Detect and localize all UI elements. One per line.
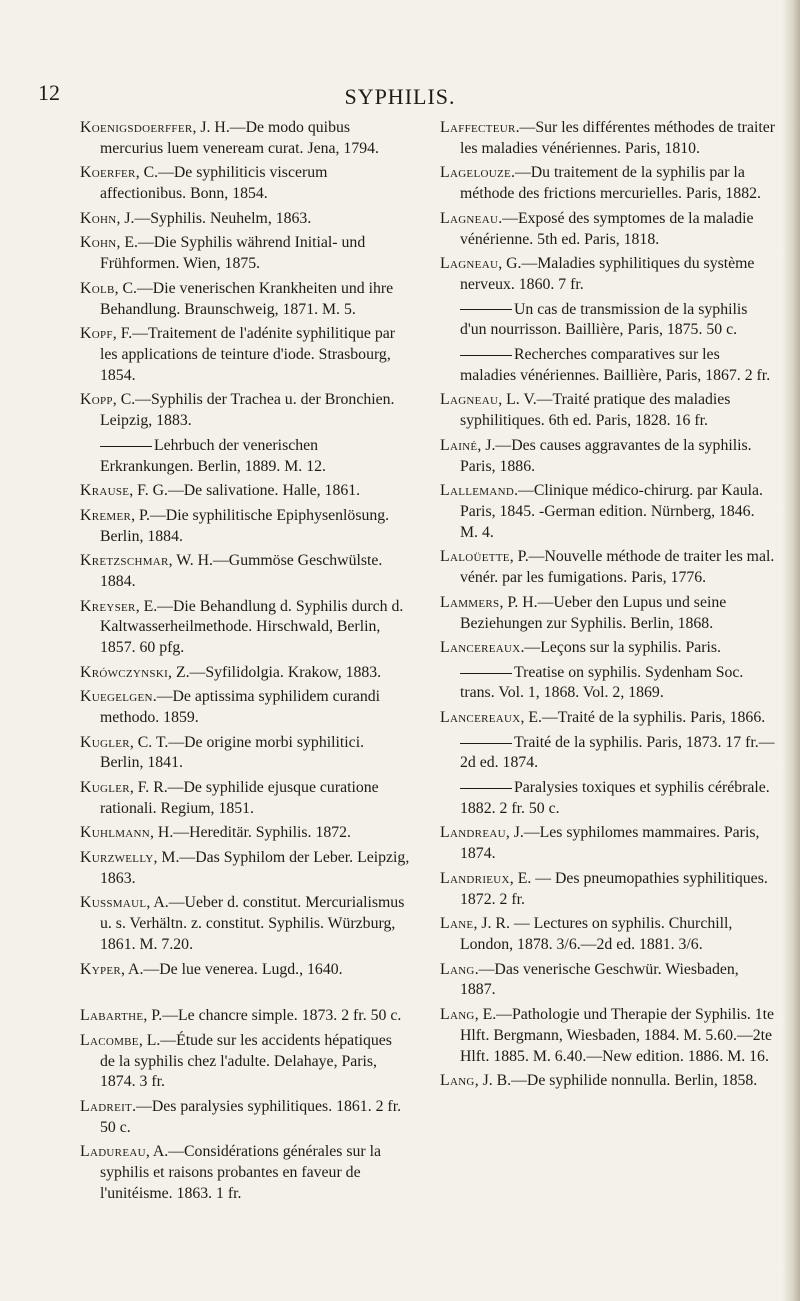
bibliography-entry xyxy=(80,823,410,844)
bibliography-entry xyxy=(80,551,410,593)
entry-text: , P.—Le chancre simple. 1873. 2 fr. 50 c. xyxy=(143,1007,402,1025)
entry-author: Lang xyxy=(440,1006,475,1024)
entry-text: .—Das venerische Geschwür. Wiesbaden, 1887. xyxy=(460,960,739,999)
entry-author: Kurzwelly xyxy=(80,849,154,867)
bibliography-entry xyxy=(80,597,410,659)
entry-text: , F. R.—De syphilide ejusque curatione rationali. Regium, 1851. xyxy=(100,779,379,817)
entry-author: Kolb xyxy=(80,279,115,297)
entry-text: .—Leçons sur la syphilis. Paris. xyxy=(520,639,721,657)
entry-author: Landreau xyxy=(440,824,506,842)
entry-text: , G.—Maladies syphilitiques du système nerveux. 1860. 7 fr. xyxy=(460,255,755,293)
bibliography-entry xyxy=(80,324,410,386)
entry-author: Kussmaul xyxy=(80,894,147,912)
entry-text: Treatise on syphilis. Sydenham Soc. trans. Vol. 1, 1868. Vol. 2, 1869. xyxy=(460,663,744,702)
running-head: SYPHILIS. xyxy=(344,84,456,109)
entry-text: .—Du traitement de la syphilis par la méthode des frictions mercurielles. Paris, 1882. xyxy=(460,164,761,203)
ditto-dash xyxy=(460,673,512,674)
entry-text: , J.—Syphilis. Neuhelm, 1863. xyxy=(116,209,312,227)
entry-author: Lancereaux xyxy=(440,639,521,657)
entry-text: , F.—Traitement de l'adénite syphilitique par les applications de teinture d'iode. Strasbourg, 1854. xyxy=(100,325,396,384)
entry-text: , E.—Traité de la syphilis. Paris, 1866. xyxy=(520,709,766,727)
ditto-dash xyxy=(100,446,152,447)
entry-author: Lacombe xyxy=(80,1031,139,1049)
bibliography-entry xyxy=(440,345,776,387)
entry-author: Koerfer xyxy=(80,164,136,182)
bibliography-entry xyxy=(80,1031,410,1093)
entry-text: , A.—Ueber d. constitut. Mercurialismus u. s. Verhältn. z. constitut. Syphilis. Würzburg, 1861. M. 7.20. xyxy=(100,894,405,954)
bibliography-entry xyxy=(80,848,410,890)
entry-text: , J. H.—De modo quibus mercurius luem veneream curat. Jena, 1794. xyxy=(100,119,379,157)
bibliography-entry xyxy=(80,893,410,955)
bibliography-entry xyxy=(80,163,410,205)
bibliography-entry xyxy=(80,733,410,775)
page-edge-shadow xyxy=(782,0,800,1301)
entry-text: , L.—Étude sur les accidents hépatiques de la syphilis chez l'adulte. Delahaye, Paris, 1874. 3 fr. xyxy=(100,1031,392,1091)
entry-text: .—Exposé des symptomes de la maladie vénérienne. 5th ed. Paris, 1818. xyxy=(460,209,754,248)
entry-text: Recherches comparatives sur les maladies vénériennes. Baillière, Paris, 1867. 2 fr. xyxy=(460,345,771,384)
entry-text: , P.—Die syphilitische Epiphysenlösung. Berlin, 1884. xyxy=(100,506,390,545)
entry-text: Traité de la syphilis. Paris, 1873. 17 fr.—2d ed. 1874. xyxy=(460,733,775,772)
bibliography-entry xyxy=(440,778,776,820)
bibliography-entry xyxy=(440,390,776,432)
entry-text: , J.—Des causes aggravantes de la syphilis. Paris, 1886. xyxy=(460,436,752,475)
bibliography-entry xyxy=(80,209,410,230)
bibliography-entry xyxy=(440,209,776,251)
entry-text: , C.—De syphiliticis viscerum affectionibus. Bonn, 1854. xyxy=(100,164,328,203)
entry-text: , F. G.—De salivatione. Halle, 1861. xyxy=(129,482,361,500)
bibliography-entry xyxy=(80,1142,410,1204)
entry-text: .—De aptissima syphilidem curandi methodo. 1859. xyxy=(100,688,381,727)
bibliography-entry xyxy=(440,663,776,705)
bibliography-entry xyxy=(80,960,410,981)
entry-text: , J. B.—De syphilide nonnulla. Berlin, 1858. xyxy=(474,1072,758,1090)
entry-text: .—Sur les différentes méthodes de traiter les maladies vénériennes. Paris, 1810. xyxy=(460,119,776,157)
entry-author: Kohn xyxy=(80,209,117,227)
entry-author: Lang xyxy=(440,1072,475,1090)
bibliography-entry xyxy=(440,733,776,775)
bibliography-entry xyxy=(440,254,776,296)
entry-text: Lehrbuch der venerischen Erkrankungen. Berlin, 1889. M. 12. xyxy=(100,436,326,475)
entry-text: Un cas de transmission de la syphilis d'un nourrisson. Baillière, Paris, 1875. 50 c. xyxy=(460,300,748,339)
page-number: 12 xyxy=(38,80,60,105)
entry-author: Lagneau xyxy=(440,255,499,273)
bibliography-entry xyxy=(80,687,410,729)
bibliography-entry xyxy=(440,1071,776,1092)
ditto-dash xyxy=(460,743,512,744)
ditto-dash xyxy=(460,309,512,310)
entry-text: , W. H.—Gummöse Geschwülste. 1884. xyxy=(100,552,383,590)
bibliography-entry xyxy=(80,481,410,502)
left-column xyxy=(80,118,410,1209)
entry-author: Labarthe xyxy=(80,1007,144,1025)
entry-author: Kyper xyxy=(80,960,122,978)
right-column xyxy=(440,118,776,1096)
entry-author: Lammers xyxy=(440,593,500,611)
entry-author: Laloüette xyxy=(440,548,510,566)
bibliography-entry xyxy=(440,1005,776,1067)
bibliography-entry xyxy=(440,118,776,160)
bibliography-entry xyxy=(440,869,776,911)
entry-text: , M.—Das Syphilom der Leber. Leipzig, 1863. xyxy=(100,849,410,887)
bibliography-entry xyxy=(80,1097,410,1139)
entry-author: Koenigsdoerffer xyxy=(80,119,193,136)
bibliography-entry xyxy=(440,300,776,342)
bibliography-entry xyxy=(440,708,776,729)
entry-author: Kopp xyxy=(80,391,113,409)
bibliography-entry xyxy=(80,233,410,275)
entry-text: Paralysies toxiques et syphilis cérébrale. 1882. 2 fr. 50 c. xyxy=(460,779,770,817)
bibliography-entry xyxy=(80,436,410,478)
bibliography-entry xyxy=(440,436,776,478)
bibliography-entry xyxy=(80,118,410,160)
bibliography-entry xyxy=(440,481,776,543)
entry-text: , L. V.—Traité pratique des maladies syphilitiques. 6th ed. Paris, 1828. 16 fr. xyxy=(460,391,731,430)
entry-author: Kugler xyxy=(80,779,130,797)
entry-author: Lane xyxy=(440,915,474,933)
entry-author: Kuhlmann xyxy=(80,824,151,842)
entry-author: Lang xyxy=(440,960,475,978)
section-gap xyxy=(80,984,410,1006)
entry-text: , E. — Des pneumopathies syphilitiques. 1872. 2 fr. xyxy=(460,869,768,908)
entry-author: Lagneau xyxy=(440,391,499,409)
bibliography-entry xyxy=(440,547,776,589)
bibliography-entry xyxy=(80,506,410,548)
entry-text: , P.—Nouvelle méthode de traiter les mal. vénér. par les fumigations. Paris, 1776. xyxy=(460,548,775,587)
entry-text: , E.—Die Syphilis während Initial- und Frühformen. Wien, 1875. xyxy=(100,234,366,273)
entry-author: Kuegelgen xyxy=(80,688,153,706)
bibliography-entry xyxy=(440,960,776,1002)
entry-text: , A.—De lue venerea. Lugd., 1640. xyxy=(121,960,343,978)
entry-author: Kremer xyxy=(80,506,132,524)
entry-text: , P. H.—Ueber den Lupus und seine Beziehungen zur Syphilis. Berlin, 1868. xyxy=(460,593,727,632)
bibliography-entry xyxy=(80,390,410,432)
bibliography-entry xyxy=(440,163,776,205)
entry-author: Kohn xyxy=(80,234,117,252)
entry-author: Lagneau xyxy=(440,209,499,227)
entry-text: , E.—Die Behandlung d. Syphilis durch d. Kaltwasserheilmethode. Hirschwald, Berlin, 1857. 60 pfg. xyxy=(100,597,404,657)
entry-text: .—Clinique médico-chirurg. par Kaula. Paris, 1845. -German edition. Nürnberg, 1846. M. 4. xyxy=(460,482,763,541)
entry-author: Lainé xyxy=(440,436,478,454)
entry-author: Lancereaux xyxy=(440,709,521,727)
entry-author: Ladureau xyxy=(80,1143,146,1161)
entry-author: Kopf xyxy=(80,325,113,343)
ditto-dash xyxy=(460,788,512,789)
entry-author: Krause xyxy=(80,482,130,500)
bibliography-entry xyxy=(80,663,410,684)
entry-author: Krówczynski xyxy=(80,663,169,681)
bibliography-entry xyxy=(80,778,410,820)
entry-author: Kreyser xyxy=(80,597,136,615)
entry-text: .—Des paralysies syphilitiques. 1861. 2 fr. 50 c. xyxy=(100,1098,402,1136)
entry-text: , J. R. — Lectures on syphilis. Churchill, London, 1878. 3/6.—2d ed. 1881. 3/6. xyxy=(460,915,733,954)
entry-text: , H.—Hereditär. Syphilis. 1872. xyxy=(150,824,351,842)
ditto-dash xyxy=(460,355,512,356)
entry-text: , Z.—Syfilidolgia. Krakow, 1883. xyxy=(168,663,382,681)
entry-text: , J.—Les syphilomes mammaires. Paris, 1874. xyxy=(460,824,760,863)
bibliography-entry xyxy=(440,593,776,635)
bibliography-entry xyxy=(440,823,776,865)
entry-author: Kretzschmar xyxy=(80,552,169,570)
entry-text: , C.—Die venerischen Krankheiten und ihre Behandlung. Braunschweig, 1871. M. 5. xyxy=(100,279,394,318)
entry-text: , C.—Syphilis der Trachea u. der Bronchien. Leipzig, 1883. xyxy=(100,391,395,430)
bibliography-entry xyxy=(440,638,776,659)
entry-author: Lallemand xyxy=(440,482,515,500)
entry-text: , C. T.—De origine morbi syphilitici. Berlin, 1841. xyxy=(100,733,365,772)
bibliography-entry xyxy=(440,914,776,956)
bibliography-entry xyxy=(80,279,410,321)
entry-author: Landrieux xyxy=(440,869,510,887)
entry-author: Lagelouze xyxy=(440,164,512,182)
bibliography-entry xyxy=(80,1006,410,1027)
entry-author: Laffecteur xyxy=(440,119,516,136)
entry-author: Ladreit xyxy=(80,1098,133,1115)
entry-author: Kugler xyxy=(80,733,130,751)
entry-text: , E.—Pathologie und Therapie der Syphilis. 1te Hlft. Bergmann, Wiesbaden, 1884. M. 5.60.—2te Hlft. 1885. M. 6.40.—New edition. 1886. M. 16. xyxy=(460,1006,775,1065)
entry-text: , A.—Considérations générales sur la syphilis et raisons probantes en faveur de l'unitéisme. 1863. 1 fr. xyxy=(100,1143,381,1202)
